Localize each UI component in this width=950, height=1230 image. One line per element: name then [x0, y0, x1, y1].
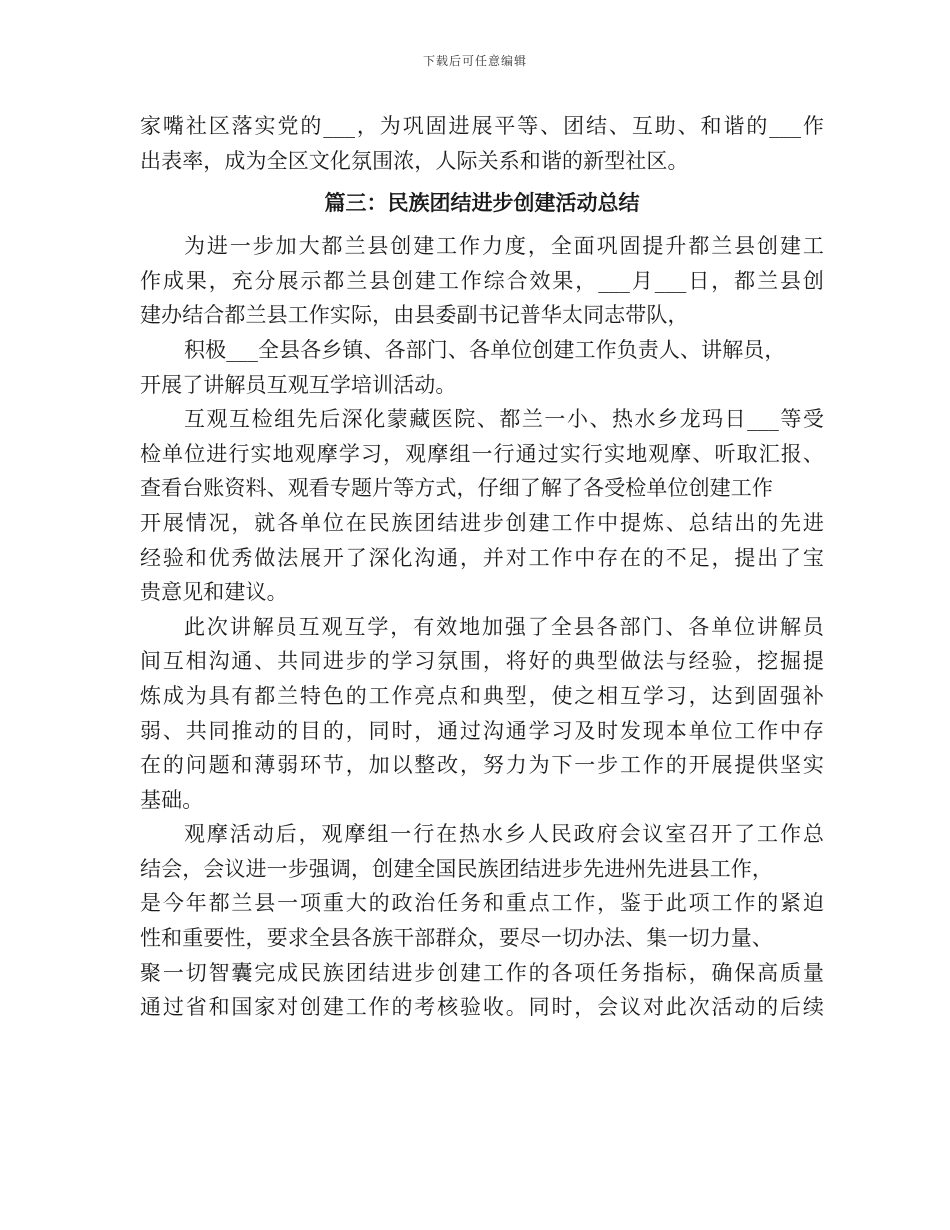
text-line: 是今年都兰县一项重大的政治任务和重点工作，鉴于此项工作的紧迫: [140, 891, 824, 916]
text-line: 积极___全县各乡镇、各部门、各单位创建工作负责人、讲解员，: [184, 337, 786, 362]
text-line: 为进一步加大都兰县创建工作力度，全面巩固提升都兰县创建工: [184, 234, 824, 259]
text-line: 性和重要性，要求全县各族干部群众，要尽一切办法、集一切力量、: [140, 926, 773, 951]
text-line: 检单位进行实地观摩学习，观摩组一行通过实行实地观摩、听取汇报、: [140, 441, 824, 466]
text-line: 此次讲解员互观互学，有效地加强了全县各部门、各单位讲解员: [184, 614, 824, 639]
text-line: 建办结合都兰县工作实际，由县委副书记普华太同志带队，: [140, 303, 689, 328]
text-line: 间互相沟通、共同进步的学习氛围，将好的典型做法与经验，挖掘提: [140, 649, 824, 674]
text-line: 查看台账资料、观看专题片等方式，仔细了解了各受检单位创建工作: [140, 476, 773, 501]
document-body: [140, 109, 824, 1025]
text-line: 基础。: [140, 787, 204, 812]
text-line: 聚一切智囊完成民族团结进步创建工作的各项任务指标，确保高质量: [140, 960, 824, 985]
section-title: 篇三：民族团结进步创建活动总结: [324, 191, 640, 216]
text-line: 贵意见和建议。: [140, 580, 288, 605]
text-line: 结会，会议进一步强调，创建全国民族团结进步先进州先进县工作，: [140, 856, 773, 881]
text-line: 通过省和国家对创建工作的考核验收。同时，会议对此次活动的后续: [140, 995, 824, 1020]
text-line: 出表率，成为全区文化氛围浓，人际关系和谐的新型社区。: [140, 148, 689, 173]
text-line: 观摩活动后，观摩组一行在热水乡人民政府会议室召开了工作总: [184, 822, 824, 847]
text-line: 弱、共同推动的目的，同时，通过沟通学习及时发现本单位工作中存: [140, 718, 824, 743]
text-line: 开展了讲解员互观互学培训活动。: [140, 372, 457, 397]
text-line: 在的问题和薄弱环节，加以整改，努力为下一步工作的开展提供坚实: [140, 753, 824, 778]
text-line: 炼成为具有都兰特色的工作亮点和典型，使之相互学习，达到固强补: [140, 683, 824, 708]
text-line: 家嘴社区落实党的___，为巩固进展平等、团结、互助、和谐的___作: [140, 114, 824, 138]
page-header: 下载后可任意编辑: [422, 54, 527, 68]
text-line: 作成果，充分展示都兰县创建工作综合效果，___月___日，都兰县创: [140, 268, 824, 293]
text-line: 互观互检组先后深化蒙藏医院、都兰一小、热水乡龙玛日___等受: [184, 407, 824, 432]
text-line: 开展情况，就各单位在民族团结进步创建工作中提炼、总结出的先进: [140, 510, 824, 535]
text-line: 经验和优秀做法展开了深化沟通，并对工作中存在的不足，提出了宝: [140, 545, 824, 570]
